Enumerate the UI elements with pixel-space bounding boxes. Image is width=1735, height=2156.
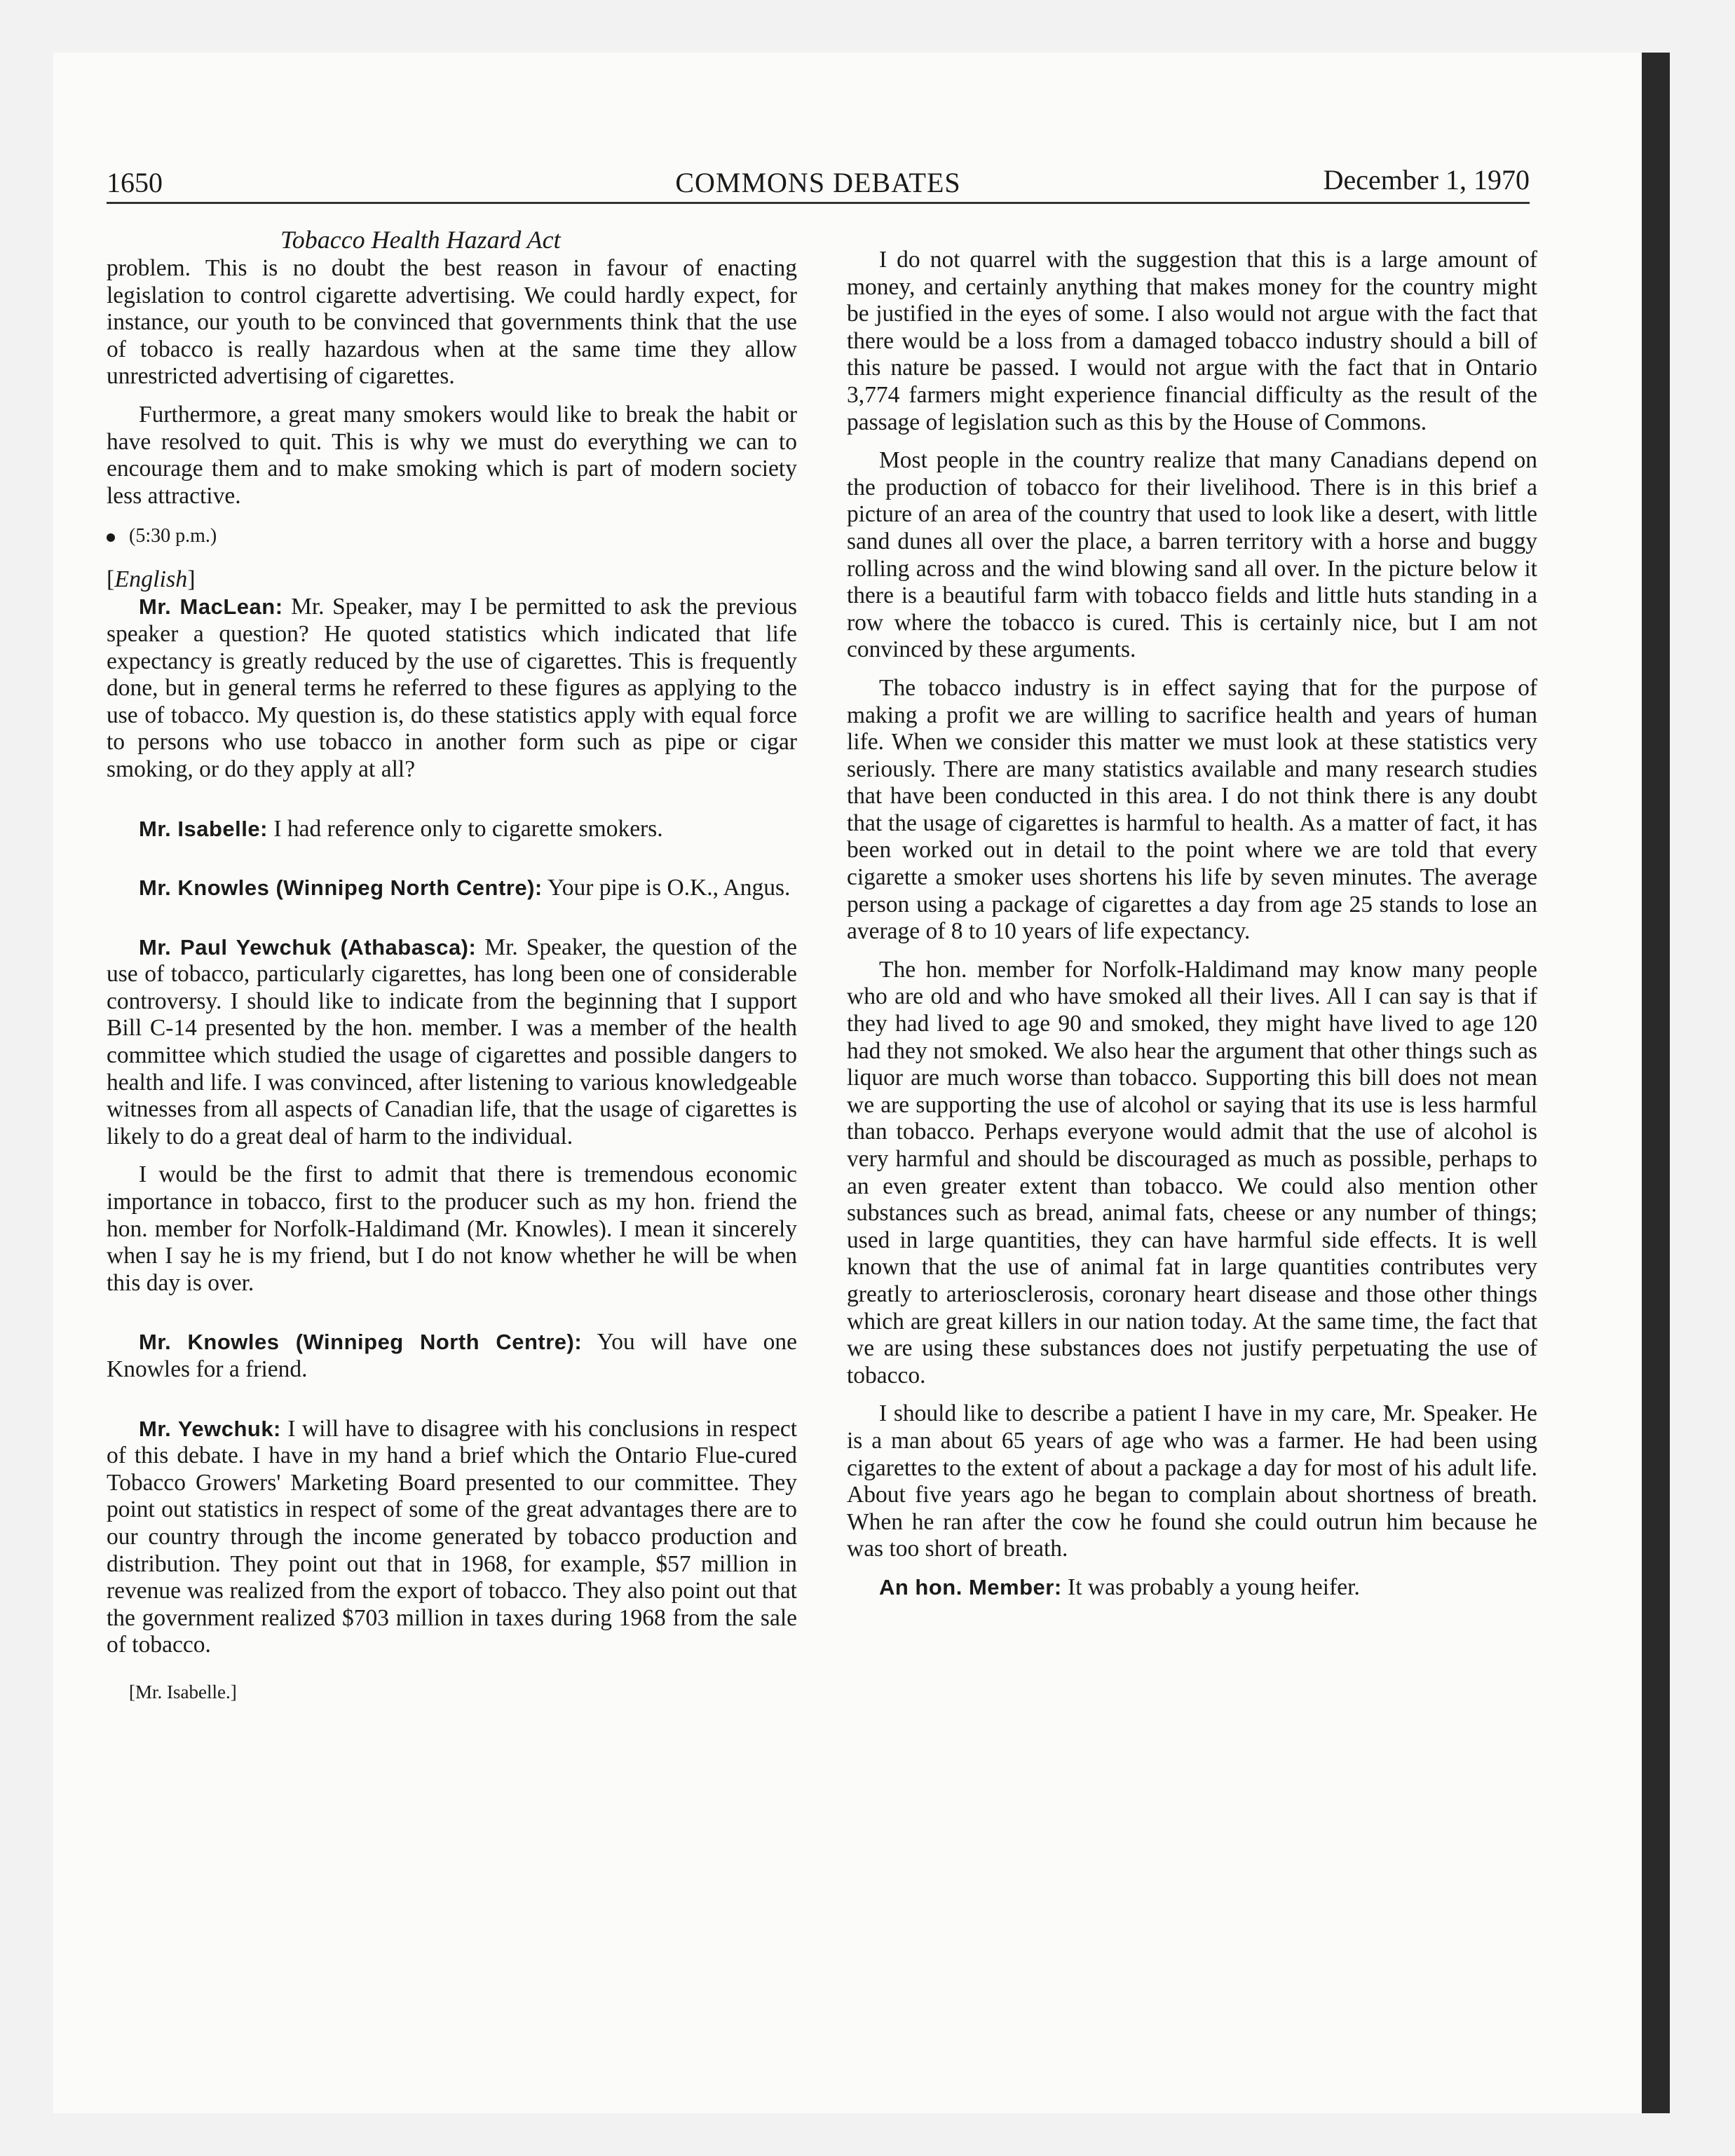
speaker-name: An hon. Member: — [879, 1574, 1062, 1599]
bullet-icon — [107, 533, 115, 542]
paragraph: problem. This is no doubt the best reason in favour of enacting legislation to control cigarette advertising. We could hardly expect, for instance, our youth to be convinced that governments think that the use of tobacco is really hazardous when at the same time they allow unrestricted advertising of cigarettes. — [107, 255, 797, 390]
left-column — [107, 224, 797, 1705]
running-title: COMMONS DEBATES — [675, 167, 961, 198]
section-title: Tobacco Health Hazard Act — [280, 226, 561, 254]
paragraph: The hon. member for Norfolk-Haldimand may know many people who are old and who have smoked all their lives. All I can say is that if they had lived to age 90 and smoked, they might have lived to age 120 had they not smoked. We also hear the argument that other things such as liquor are much worse than tobacco. Supporting this bill does not mean we are supporting the use of alcohol or saying that its use is less harmful than tobacco. Perhaps everyone would admit that the use of alcohol is very harmful and should be discouraged as much as possible, perhaps to an even greater extent than tobacco. We could also mention other substances such as bread, animal fats, cheese or any number of things; used in large quantities, they can have harmful side effects. It is well known that the use of animal fat in large quantities contributes very greatly to arteriosclerosis, coronary heart disease and those other things which are great killers in our nation today. At the same time, the fact that we are using these substances does not justify perpetuating the use of tobacco. — [847, 956, 1537, 1389]
paragraph: I should like to describe a patient I have in my care, Mr. Speaker. He is a man about 65 years of age who was a farmer. He had been using cigarettes to the extent of about a package a day for most of his adult life. About five years ago he began to complain about shortness of breath. When he ran after the cow he found she could outrun him because he was too short of breath. — [847, 1400, 1537, 1562]
speaker-name: Mr. Isabelle: — [139, 816, 268, 841]
paragraph: I would be the first to admit that there is tremendous economic importance in tobacco, first to the producer such as my hon. friend the hon. member for Norfolk-Haldimand (Mr. Knowles). I mean it sincerely when I say he is my friend, but I do not know whether he will be when this day is over. — [107, 1161, 797, 1296]
time-marker — [107, 522, 797, 550]
paragraph: Furthermore, a great many smokers would like to break the habit or have resolved to quit. This is why we must do everything we can to encourage them and to make smoking which is part of modern society less attractive. — [107, 401, 797, 509]
language-bracket-open: [ — [107, 566, 115, 593]
paragraph: Most people in the country realize that many Canadians depend on the production of tobacco for their livelihood. There is in this brief a picture of an area of the country that used to look like a desert, with little sand dunes all over the place, a barren territory with a horse and buggy rolling across and the wind blowing sand all over. In the picture below it there is a beautiful farm with tobacco fields and little huts standing in a row where the tobacco is cured. This is certainly nice, but I am not convinced by these arguments. — [847, 447, 1537, 663]
scan-edge — [1642, 53, 1670, 2113]
speech — [107, 594, 797, 783]
speaker-name: Mr. Paul Yewchuk (Athabasca): — [139, 934, 477, 960]
speech — [107, 816, 797, 843]
speech-text: Mr. Speaker, may I be permitted to ask the previous speaker a question? He quoted statistics which indicated that life expectancy is greatly reduced by the use of cigarettes. This is frequently done, but in general terms he referred to these figures as applying to the use of tobacco. My question is, do these statistics apply with equal force to persons who use tobacco in another form such as pipe or cigar smoking, or do they apply at all? — [107, 594, 798, 782]
speaker-name: Mr. Knowles (Winnipeg North Centre): — [139, 875, 543, 901]
time-marker-text: (5:30 p.m.) — [129, 525, 217, 547]
speech-text: It was probably a young heifer. — [1068, 1574, 1360, 1600]
speech-text: I will have to disagree with his conclusions in respect of this debate. I have in my hand a brief which the Ontario Flue-cured Tobacco Growers' Marketing Board presented to our committee. They point out statistics in respect of some of the great advantages there are to our country through the income generated by tobacco production and distribution. They point out that in 1968, for example, $57 million in revenue was realized from the export of tobacco. They also point out that the government realized $703 million in taxes during 1968 from the sale of tobacco. — [107, 1415, 797, 1658]
speaker-name: Mr. MacLean: — [139, 594, 283, 620]
page-header — [107, 153, 1530, 204]
speech-text: Your pipe is O.K., Angus. — [547, 875, 791, 901]
language-bracket-close: ] — [187, 566, 196, 593]
language-label: English — [114, 566, 188, 593]
language-marker — [107, 566, 797, 594]
speech-text: You will have one Knowles for a friend. — [107, 1329, 798, 1382]
header-date: December 1, 1970 — [1323, 164, 1530, 196]
speech — [107, 934, 797, 1151]
speech-text: I had reference only to cigarette smokers. — [273, 815, 663, 842]
right-column — [847, 247, 1537, 1613]
speech — [847, 1574, 1537, 1602]
speech-text: Mr. Speaker, the question of the use of tobacco, particularly cigarettes, has long been one of considerable controversy. I should like to indicate from the beginning that I support Bill C-14 presented by the hon. member. I was a member of the health committee which studied the usage of cigarettes and possible dangers to health and life. I was convinced, after listening to various knowledgeable witnesses from all aspects of Canadian life, that the usage of cigarettes is likely to do a great deal of harm to the individual. — [107, 934, 797, 1149]
paragraph: The tobacco industry is in effect saying that for the purpose of making a profit we are willing to sacrifice health and years of human life. When we consider this matter we must look at these statistics very seriously. There are many statistics available and many research studies that have been conducted in this area. I do not think there is any doubt that the usage of cigarettes is harmful to health. As a matter of fact, it has been worked out in detail to the point where we are told that every cigarette a smoker uses shortens his life by seven minutes. The average person using a package of cigarettes a day from age 25 stands to lose an average of 8 to 10 years of life expectancy. — [847, 674, 1537, 945]
page-number: 1650 — [107, 167, 163, 198]
speaker-name: Mr. Yewchuk: — [139, 1416, 281, 1441]
speech — [107, 875, 797, 902]
speech — [107, 1329, 797, 1383]
paragraph: I do not quarrel with the suggestion that this is a large amount of money, and certainly anything that makes money for the country might be justified in the eyes of some. I also would not argue with the fact that there would be a loss from a damaged tobacco industry should a bill of this nature be passed. I would not argue with the fact that in Ontario 3,774 farmers might experience financial difficulty as the result of the passage of legislation such as this by the House of Commons. — [847, 247, 1537, 435]
speech — [107, 1416, 797, 1659]
speaker-name: Mr. Knowles (Winnipeg North Centre): — [139, 1330, 583, 1355]
footer-note: [Mr. Isabelle.] — [129, 1681, 237, 1703]
